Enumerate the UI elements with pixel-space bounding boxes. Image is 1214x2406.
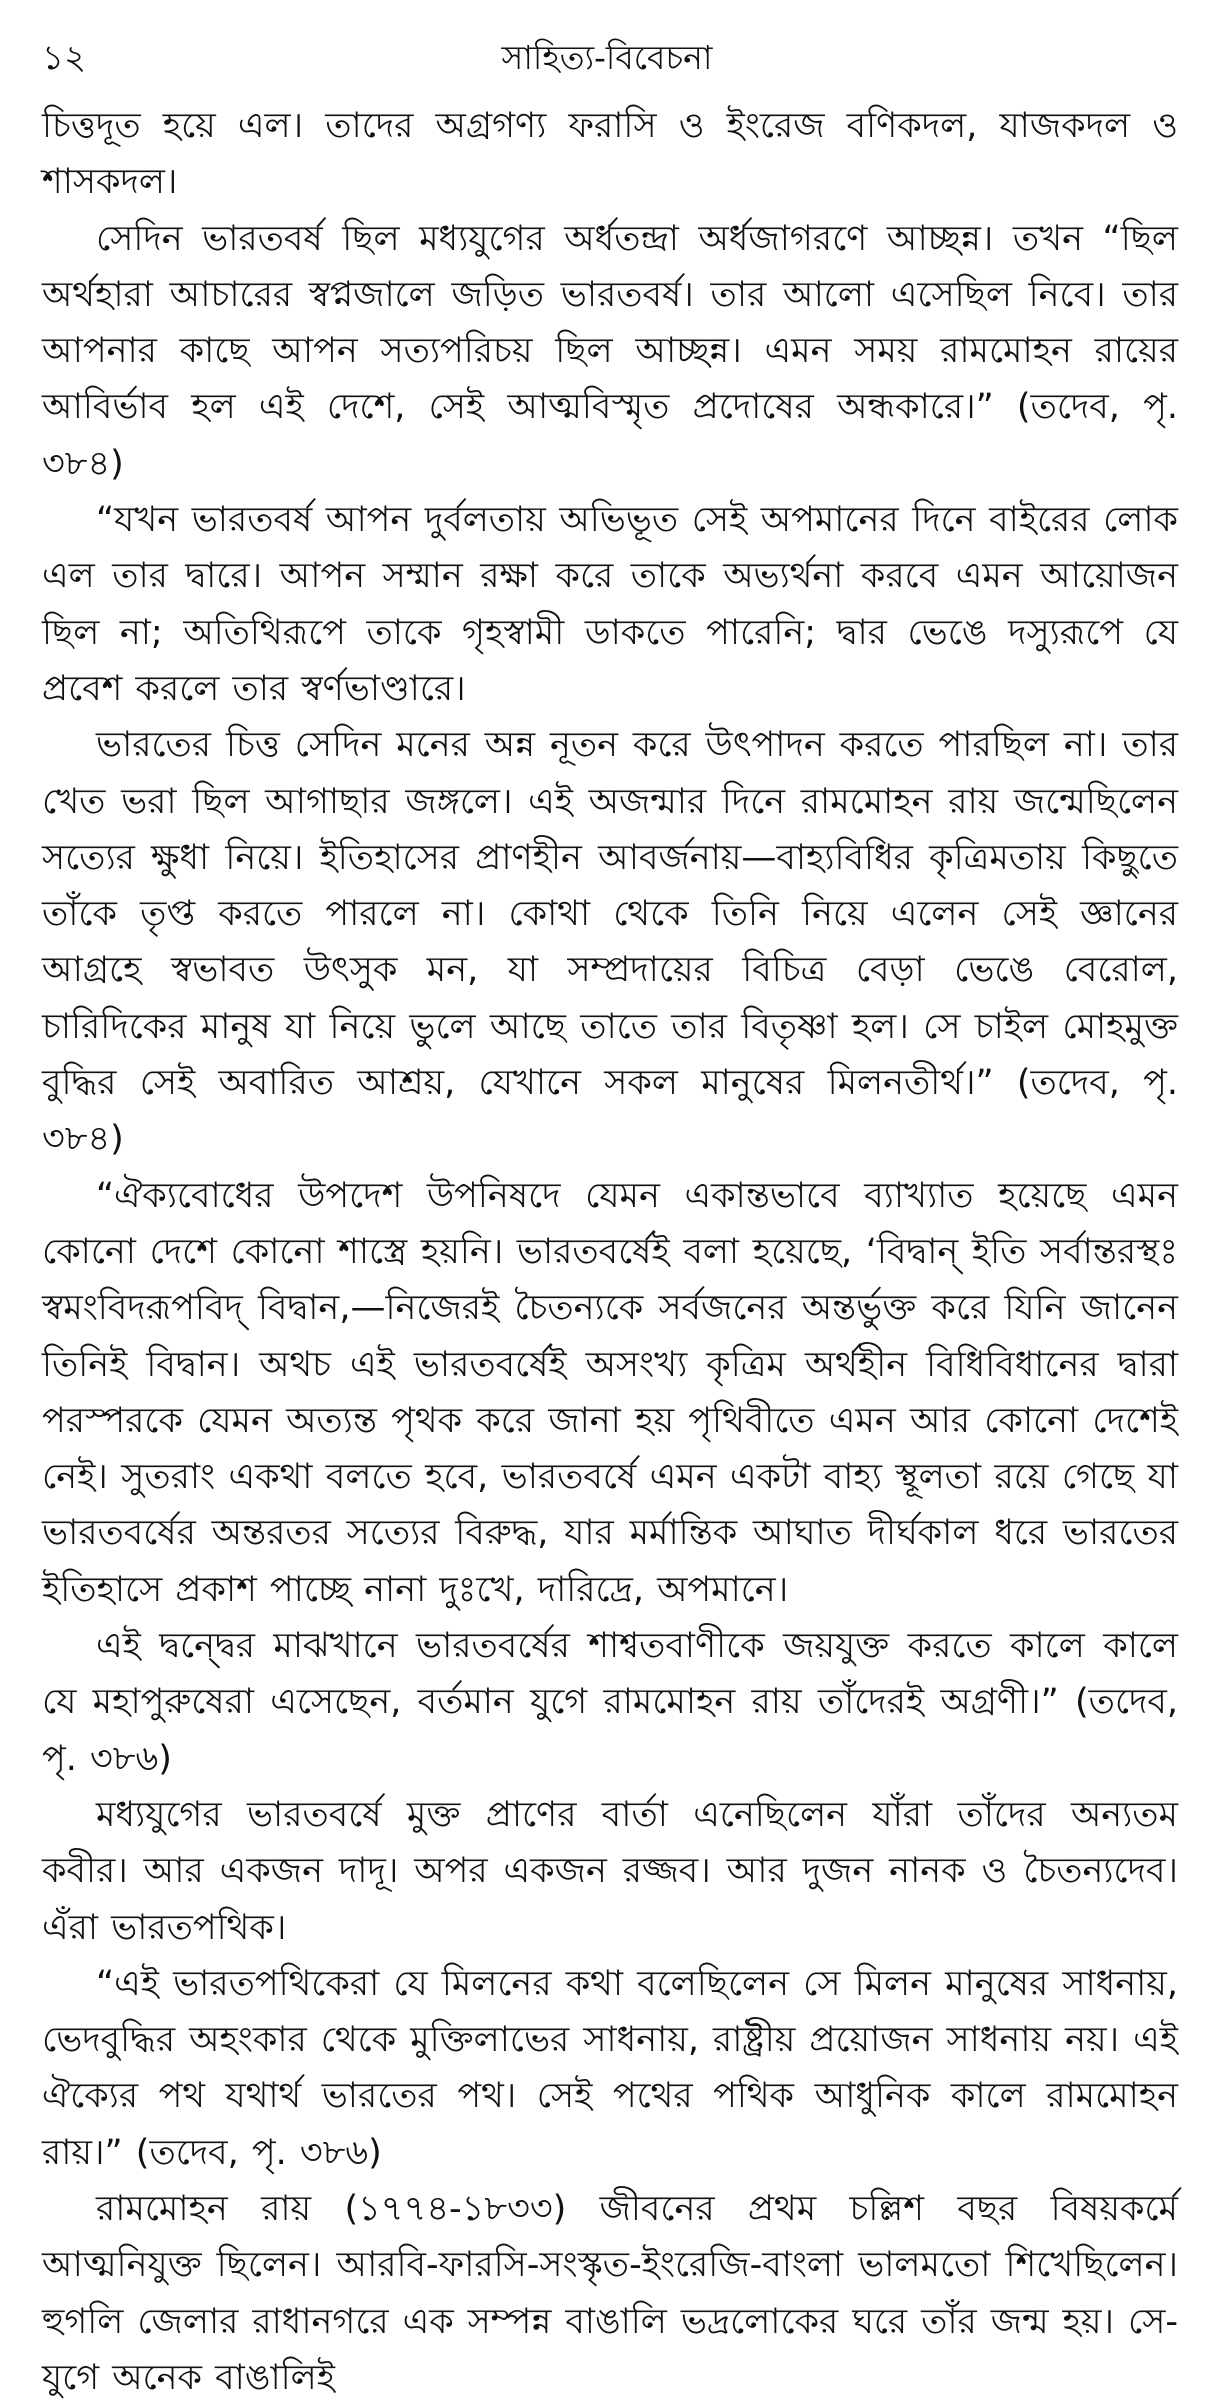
paragraph: “এই ভারতপথিকেরা যে মিলনের কথা বলেছিলেন সে মিলন মানুষের সাধনায়, ভেদবুদ্ধির অহংকার থেকে মুক্তিলাভের সাধনায়, রাষ্ট্রীয় প্রয়োজন সাধনায় নয়। এই ঐক্যের পথ যথার্থ ভারতের পথ। সেই পথের পথিক আধুনিক কালে রামমোহন রায়।” (তদেব, পৃ. ৩৮৬) — [42, 1963, 1178, 2173]
paragraph: “যখন ভারতবর্ষ আপন দুর্বলতায় অভিভূত সেই অপমানের দিনে বাইরের লোক এল তার দ্বারে। আপন সম্মান রক্ষা করে তাকে অভ্যর্থনা করবে এমন আয়োজন ছিল না; অতিথিরূপে তাকে গৃহস্বামী ডাকতে পারেনি; দ্বার ভেঙে দস্যুরূপে যে প্রবেশ করলে তার স্বর্ণভাণ্ডারে। — [42, 500, 1178, 709]
paragraph: সেদিন ভারতবর্ষ ছিল মধ্যযুগের অর্ধতন্দ্রা অর্ধজাগরণে আচ্ছন্ন। তখন “ছিল অর্থহারা আচারের স্বপ্নজালে জড়িত ভারতবর্ষ। তার আলো এসেছিল নিবে। তার আপনার কাছে আপন সত্যপরিচয় ছিল আচ্ছন্ন। এমন সময় রামমোহন রায়ের আবির্ভাব হল এই দেশে, সেই আত্মবিস্মৃত প্রদোষের অন্ধকারে।” (তদেব, পৃ. ৩৮৪) — [42, 218, 1178, 484]
paragraph: এই দ্বন্দ্বের মাঝখানে ভারতবর্ষের শাশ্বতবাণীকে জয়যুক্ত করতে কালে কালে যে মহাপুরুষেরা এসেছেন, বর্তমান যুগে রামমোহন রায় তাঁদেরই অগ্রণী।” (তদেব, পৃ. ৩৮৬) — [42, 1626, 1178, 1779]
paragraph: মধ্যযুগের ভারতবর্ষে মুক্ত প্রাণের বার্তা এনেছিলেন যাঁরা তাঁদের অন্যতম কবীর। আর একজন দাদূ। অপর একজন রজ্জব। আর দুজন নানক ও চৈতন্যদেব। এঁরা ভারতপথিক। — [42, 1794, 1178, 1948]
paragraph: ভারতের চিত্ত সেদিন মনের অন্ন নূতন করে উৎপাদন করতে পারছিল না। তার খেত ভরা ছিল আগাছার জঙ্গলে। এই অজন্মার দিনে রামমোহন রায় জন্মেছিলেন সত্যের ক্ষুধা নিয়ে। ইতিহাসের প্রাণহীন আবর্জনায়—বাহ্যবিধির কৃত্রিমতায় কিছুতে তাঁকে তৃপ্ত করতে পারলে না। কোথা থেকে তিনি নিয়ে এলেন সেই জ্ঞানের আগ্রহে স্বভাবত উৎসুক মন, যা সম্প্রদায়ের বিচিত্র বেড়া ভেঙে বেরোল, চারিদিকের মানুষ যা নিয়ে ভুলে আছে তাতে তার বিতৃষ্ণা হল। সে চাইল মোহমুক্ত বুদ্ধির সেই অবারিত আশ্রয়, যেখানে সকল মানুষের মিলনতীর্থ।” (তদেব, পৃ. ৩৮৪) — [42, 725, 1178, 1160]
page-number: ১২ — [42, 38, 87, 78]
paragraph: চিত্তদূত হয়ে এল। তাদের অগ্রগণ্য ফরাসি ও ইংরেজ বণিকদল, যাজকদল ও শাসকদল। — [42, 106, 1178, 203]
page-header — [42, 30, 1172, 86]
paragraph: রামমোহন রায় (১৭৭৪-১৮৩৩) জীবনের প্রথম চল্লিশ বছর বিষয়কর্মে আত্মনিযুক্ত ছিলেন। আরবি-ফারসি-সংস্কৃত-ইংরেজি-বাংলা ভালমতো শিখেছিলেন। হুগলি জেলার রাধানগরে এক সম্পন্ন বাঙালি ভদ্রলোকের ঘরে তাঁর জন্ম হয়। সে-যুগে অনেক বাঙালিই — [42, 2188, 1178, 2398]
body-text — [42, 98, 1178, 2406]
paragraph: “ঐক্যবোধের উপদেশ উপনিষদে যেমন একান্তভাবে ব্যাখ্যাত হয়েছে এমন কোনো দেশে কোনো শাস্ত্রে হয়নি। ভারতবর্ষেই বলা হয়েছে, ‘বিদ্বান্ ইতি সর্বান্তরস্থঃ স্বমংবিদরূপবিদ্ বিদ্বান,—নিজেরই চৈতন্যকে সর্বজনের অন্তর্ভুক্ত করে যিনি জানেন তিনিই বিদ্বান। অথচ এই ভারতবর্ষেই অসংখ্য কৃত্রিম অর্থহীন বিধিবিধানের দ্বারা পরস্পরকে যেমন অত্যন্ত পৃথক করে জানা হয় পৃথিবীতে এমন আর কোনো দেশেই নেই। সুতরাং একথা বলতে হবে, ভারতবর্ষে এমন একটা বাহ্য স্থূলতা রয়ে গেছে যা ভারতবর্ষের অন্তরতর সত্যের বিরুদ্ধ, যার মর্মান্তিক আঘাত দীর্ঘকাল ধরে ভারতের ইতিহাসে প্রকাশ পাচ্ছে নানা দুঃখে, দারিদ্রে, অপমানে। — [42, 1175, 1178, 1610]
running-title: সাহিত্য-বিবেচনা — [501, 38, 713, 77]
